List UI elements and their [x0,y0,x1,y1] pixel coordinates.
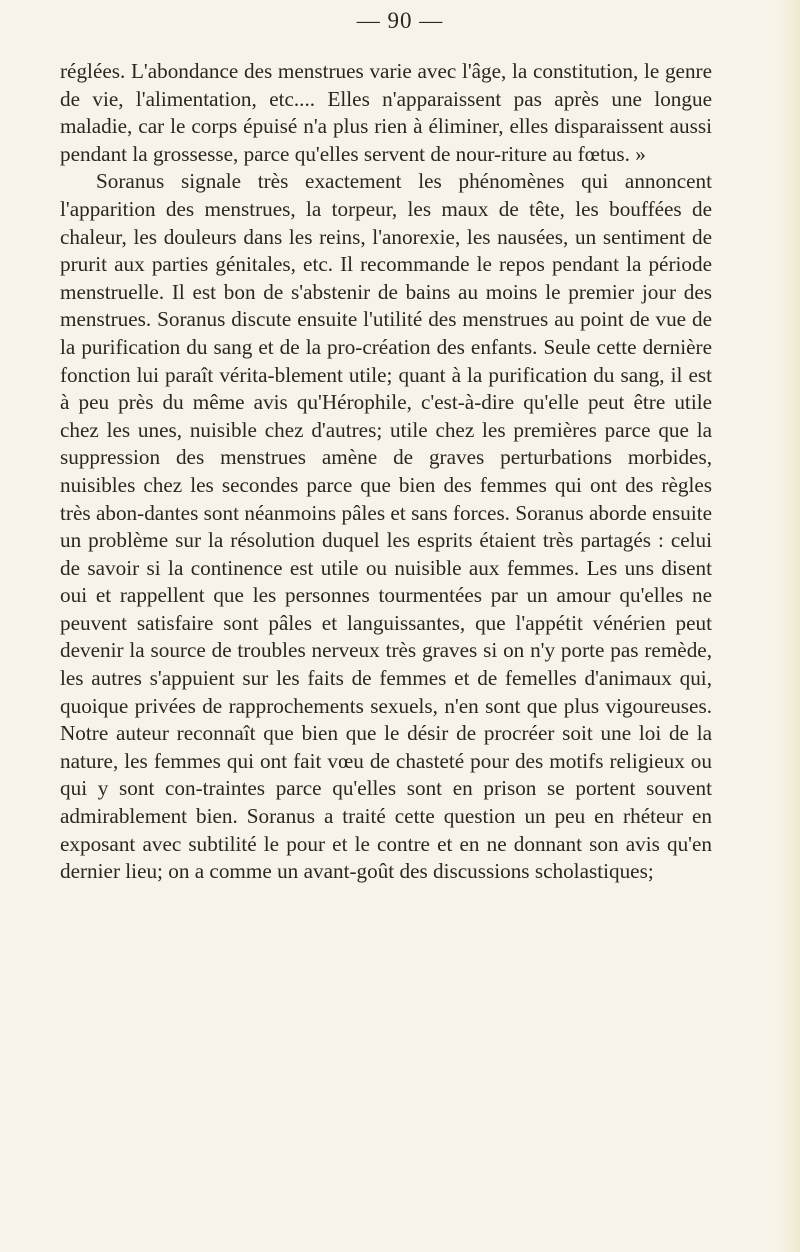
page-edge-shadow [778,0,800,1252]
body-text [60,58,712,886]
paragraph-2: Soranus signale très exactement les phénomènes qui annoncent l'apparition des menstrues, la torpeur, les maux de tête, les bouffées de chaleur, les douleurs dans les reins, l'anorexie, les nausées, un sentiment de prurit aux parties génitales, etc. Il recommande le repos pendant la période menstruelle. Il est bon de s'abstenir de bains au moins le premier jour des menstrues. Soranus discute ensuite l'utilité des menstrues au point de vue de la purification du sang et de la pro-création des enfants. Seule cette dernière fonction lui paraît vérita-blement utile; quant à la purification du sang, il est à peu près du même avis qu'Hérophile, c'est-à-dire qu'elle peut être utile chez les unes, nuisible chez d'autres; utile chez les premières parce que la suppression des menstrues amène de graves perturbations morbides, nuisibles chez les secondes parce que bien des femmes qui ont des règles très abon-dantes sont néanmoins pâles et sans forces. Soranus aborde ensuite un problème sur la résolution duquel les esprits étaient très partagés : celui de savoir si la continence est utile ou nuisible aux femmes. Les uns disent oui et rappellent que les personnes tourmentées par un amour qu'elles ne peuvent satisfaire sont pâles et languissantes, que l'appétit vénérien peut devenir la source de troubles nerveux très graves si on n'y porte pas remède, les autres s'appuient sur les faits de femmes et de femelles d'animaux qui, quoique privées de rapprochements sexuels, n'en sont que plus vigoureuses. Notre auteur reconnaît que bien que le désir de procréer soit une loi de la nature, les femmes qui ont fait vœu de chasteté pour des motifs religieux ou qui y sont con-traintes parce qu'elles sont en prison se portent souvent admirablement bien. Soranus a traité cette question un peu en rhéteur en exposant avec subtilité le pour et le contre et en ne donnant son avis qu'en dernier lieu; on a comme un avant-goût des discussions scholastiques; [60,169,712,884]
paragraph-1: réglées. L'abondance des menstrues varie avec l'âge, la constitution, le genre de vie, l'alimentation, etc.... Elles n'apparaissent pas après une longue maladie, car le corps épuisé n'a plus rien à éliminer, elles disparaissent aussi pendant la grossesse, parce qu'elles servent de nour-riture au fœtus. » [60,59,712,166]
page-number: — 90 — [356,8,444,33]
